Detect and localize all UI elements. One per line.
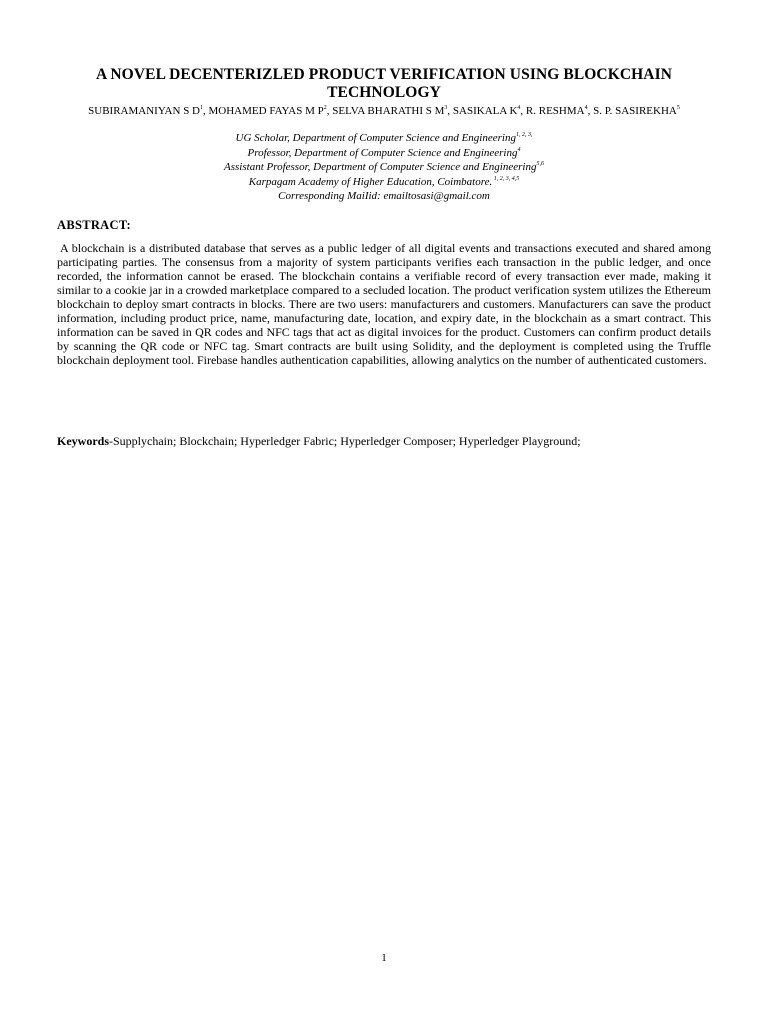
author-affiliation-marker: 5	[676, 105, 680, 111]
keywords-label: Keywords	[57, 434, 109, 448]
author-separator: ,	[520, 105, 526, 117]
author-name: SUBIRAMANIYAN S D	[88, 105, 201, 117]
author-separator: ,	[447, 105, 453, 117]
affiliations	[56, 131, 712, 204]
affiliation-marker: 5,6	[536, 161, 544, 167]
affiliation-line	[56, 146, 712, 161]
author-affiliation-marker: 3	[444, 105, 448, 111]
affiliation-text: Corresponding MaiIid: emailtosasi@gmail.com	[278, 190, 490, 202]
abstract-text: A blockchain is a distributed database that serves as a public ledger of all digital events and transactions executed and shared among participating parties. The consensus from a majority of system participants verifies each transaction in the public ledger, and once recorded, the information cannot be erased. The blockchain contains a verifiable record of every transaction ever made, making it similar to a cookie jar in a crowded marketplace compared to a secluded location. The product verification system utilizes the Ethereum blockchain to deploy smart contracts in blocks. There are two users: manufacturers and customers. Manufacturers can save the product information, including product price, name, manufacturing date, location, and expiry date, in the blockchain as a smart contract. This information can be saved in QR codes and NFC tags that act as digital invoices for the product. Customers can confirm product details by scanning the QR code or NFC tag. Smart contracts are built using Solidity, and the deployment is completed using the Truffle blockchain deployment tool. Firebase handles authentication capabilities, allowing analytics on the number of authenticated customers.	[57, 241, 711, 367]
affiliation-marker: 1, 2, 3, 4,5	[492, 175, 520, 182]
author-name: MOHAMED FAYAS M P	[208, 105, 324, 117]
page-number: 1	[381, 952, 387, 964]
author-affiliation-marker: 4	[517, 105, 521, 111]
author-separator: ,	[587, 105, 594, 117]
affiliation-text: Karpagam Academy of Higher Education, Coimbatore.	[248, 175, 493, 188]
affiliation-text: Assistant Professor, Department of Computer Science and Engineering	[224, 161, 537, 173]
author-affiliation-marker: 4	[584, 105, 588, 111]
affiliation-text: Professor, Department of Computer Science and Engineering	[247, 146, 518, 159]
author-affiliation-marker: 2	[323, 105, 327, 111]
paper-title: A NOVEL DECENTERIZLED PRODUCT VERIFICATION USING BLOCKCHAIN TECHNOLOGY	[95, 66, 673, 101]
affiliation-line	[56, 189, 712, 204]
author-list	[56, 105, 712, 119]
keywords-list: -Supplychain; Blockchain; Hyperledger Fabric; Hyperledger Composer; Hyperledger Playground;	[109, 434, 581, 448]
affiliation-line	[56, 175, 712, 190]
affiliation-marker: 4	[517, 146, 521, 153]
author-separator: ,	[203, 105, 209, 117]
affiliation-line	[56, 131, 712, 146]
author-name: R. RESHMA	[525, 105, 585, 117]
author-name: SASIKALA K	[452, 105, 518, 117]
affiliation-marker: 1, 2, 3,	[515, 132, 533, 138]
author-name: SELVA BHARATHI S M	[332, 105, 445, 117]
keywords	[57, 434, 711, 448]
abstract-heading: ABSTRACT:	[57, 218, 132, 232]
author-separator: ,	[326, 105, 333, 117]
affiliation-text: UG Scholar, Department of Computer Science and Engineering	[235, 132, 516, 144]
affiliation-line	[56, 160, 712, 175]
author-name: S. P. SASIREKHA	[593, 105, 677, 117]
author-affiliation-marker: 1	[200, 105, 204, 111]
